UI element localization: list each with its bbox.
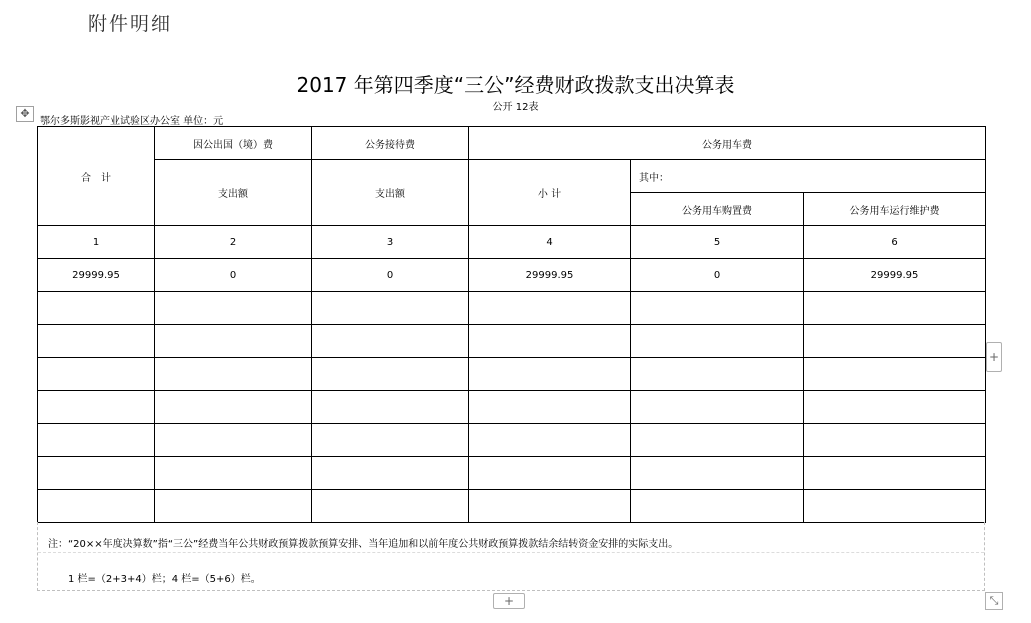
data-cell-total[interactable]: 29999.95 [38,259,155,292]
notes-section [37,522,985,591]
move-icon: ✥ [20,107,30,120]
note-formula: 1 栏=（2+3+4）栏；4 栏=（5+6）栏。 [68,574,261,585]
empty-cell[interactable] [469,358,631,391]
column-number-cell: 1 [38,226,155,259]
table-row [38,424,986,457]
header-abroad-amount: 支出额 [155,160,312,226]
note-definition: 注：“20××年度决算数”指“三公”经费当年公共财政预算拨款预算安排、当年追加和以前年度公共财政预算拨款结余结转资金安排的实际支出。 [48,539,679,550]
empty-cell[interactable] [469,391,631,424]
data-cell-reception[interactable]: 0 [312,259,469,292]
empty-cell[interactable] [312,358,469,391]
organization-unit-line: 鄂尔多斯影视产业试验区办公室 单位：元 [40,116,224,127]
empty-cell[interactable] [804,358,986,391]
empty-cell[interactable] [155,490,312,523]
column-number-cell: 3 [312,226,469,259]
table-row [38,490,986,523]
table-subtitle: 公开 12表 [492,102,539,113]
empty-cell[interactable] [38,391,155,424]
column-number-cell: 6 [804,226,986,259]
plus-icon: + [988,350,1000,364]
empty-cell[interactable] [38,424,155,457]
empty-cell[interactable] [469,490,631,523]
empty-cell[interactable] [155,358,312,391]
empty-cell[interactable] [631,490,804,523]
empty-cell[interactable] [631,457,804,490]
header-reception-amount: 支出额 [312,160,469,226]
empty-cell[interactable] [312,424,469,457]
empty-cell[interactable] [804,391,986,424]
empty-cell[interactable] [469,424,631,457]
empty-cell[interactable] [631,391,804,424]
notes-divider [38,552,984,553]
empty-cell[interactable] [312,457,469,490]
header-vehicle-subtotal: 小 计 [469,160,631,226]
header-vehicle-of-which: 其中： [631,160,986,193]
empty-cell[interactable] [469,325,631,358]
empty-cell[interactable] [155,292,312,325]
table-row [38,358,986,391]
table-row [38,292,986,325]
header-vehicle-purchase: 公务用车购置费 [631,193,804,226]
empty-cell[interactable] [804,490,986,523]
expenditure-table [37,126,986,523]
empty-cell[interactable] [155,424,312,457]
empty-cell[interactable] [312,325,469,358]
empty-cell[interactable] [312,391,469,424]
column-number-cell: 5 [631,226,804,259]
empty-cell[interactable] [38,358,155,391]
column-number-row [38,226,986,259]
empty-cell[interactable] [38,292,155,325]
column-number-cell: 2 [155,226,312,259]
table-row [38,391,986,424]
empty-cell[interactable] [38,457,155,490]
empty-cell[interactable] [155,391,312,424]
header-reception: 公务接待费 [312,127,469,160]
add-row-button[interactable] [493,593,525,609]
data-cell-vehicle-operation[interactable]: 29999.95 [804,259,986,292]
empty-cell[interactable] [631,292,804,325]
column-number-cell: 4 [469,226,631,259]
empty-cell[interactable] [631,424,804,457]
table-title: 2017 年第四季度“三公”经费财政拨款支出决算表 [296,73,735,97]
empty-cell[interactable] [804,424,986,457]
resize-icon: ⤡ [989,594,999,607]
empty-cell[interactable] [38,490,155,523]
empty-cell[interactable] [312,490,469,523]
table-row [38,457,986,490]
header-vehicle-operation: 公务用车运行维护费 [804,193,986,226]
empty-rows-body [38,292,986,523]
data-cell-abroad[interactable]: 0 [155,259,312,292]
header-vehicle: 公务用车费 [469,127,986,160]
empty-cell[interactable] [804,457,986,490]
add-column-button[interactable] [986,342,1002,372]
data-cell-vehicle-purchase[interactable]: 0 [631,259,804,292]
table-row [38,259,986,292]
empty-cell[interactable] [804,325,986,358]
empty-cell[interactable] [631,358,804,391]
table-resize-handle[interactable] [985,592,1003,610]
empty-cell[interactable] [155,457,312,490]
empty-cell[interactable] [155,325,312,358]
empty-cell[interactable] [312,292,469,325]
empty-cell[interactable] [38,325,155,358]
empty-cell[interactable] [631,325,804,358]
empty-cell[interactable] [469,457,631,490]
data-cell-vehicle-subtotal[interactable]: 29999.95 [469,259,631,292]
header-total: 合 计 [38,127,155,226]
document-heading: 附件明细 [88,13,173,35]
empty-cell[interactable] [469,292,631,325]
table-move-handle[interactable] [16,106,34,122]
plus-icon: + [503,594,515,608]
table-row [38,325,986,358]
empty-cell[interactable] [804,292,986,325]
header-abroad: 因公出国（境）费 [155,127,312,160]
